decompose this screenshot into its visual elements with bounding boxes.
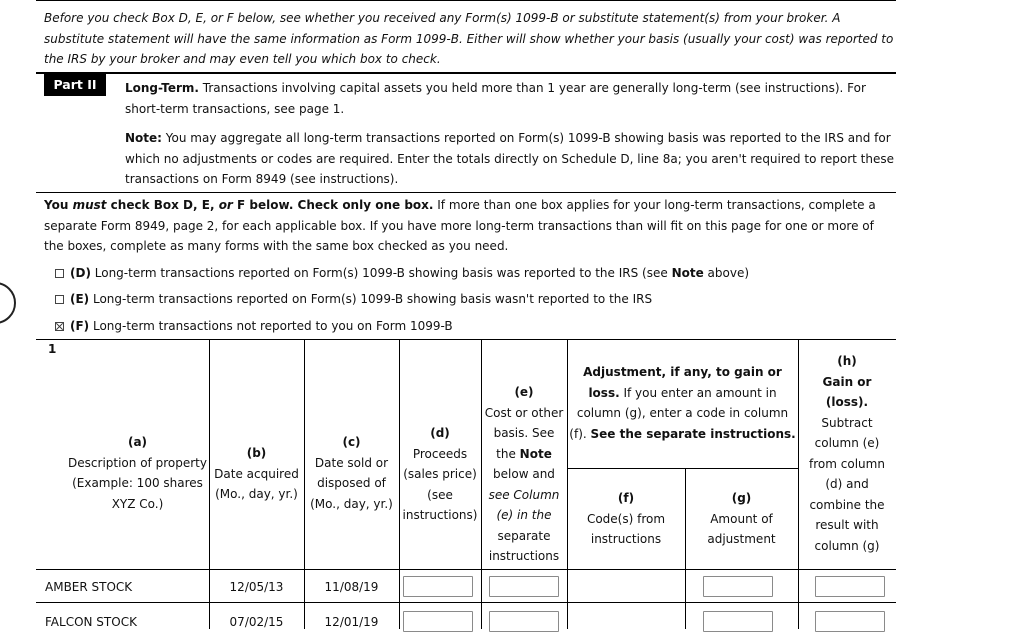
col-g-l1: Amount of xyxy=(710,511,773,526)
row-1-acquired: 12/05/13 xyxy=(229,580,284,594)
must-word: must xyxy=(72,198,107,212)
col-e-l3a: the xyxy=(496,446,520,461)
adj-l2b: If you enter an amount in xyxy=(619,385,777,400)
part-rule xyxy=(36,72,896,74)
box-f-code: (F) xyxy=(70,319,90,333)
row-2-sold: 12/01/19 xyxy=(324,615,379,629)
table-top-rule xyxy=(36,339,896,340)
note-text xyxy=(125,128,895,190)
col-b-header xyxy=(209,443,304,505)
col-e-l2: basis. See xyxy=(493,426,555,440)
col-b-l2: (Mo., day, yr.) xyxy=(215,487,298,501)
note-body: You may aggregate all long-term transactions reported on Form(s) 1099-B showing basis was reported to the IRS and for which no adjustments or codes are required. Enter the totals directly on Schedule D, line 8a; you aren't required to report these transactions on Form 8949 (see instructions). xyxy=(125,131,895,186)
box-e-text: Long-term transactions reported on Form(s) 1099-B showing basis wasn't reported to the IRS xyxy=(89,292,653,306)
col-d-l3: (see xyxy=(427,487,453,502)
row-divider xyxy=(36,602,896,603)
adjustment-subrule xyxy=(567,468,798,469)
box-e-code: (E) xyxy=(70,292,90,306)
col-f-l1: Code(s) from xyxy=(586,511,666,526)
box-d-tail: above) xyxy=(703,266,750,280)
must-rest: If more than one box applies for your long-term transactions, complete a separate Form 8949, page 2, for each applicable box. If you have more long-term transactions than will fit on this page for one or more of the boxes, complete as many forms with the same box checked as you need. xyxy=(44,198,876,253)
box-f-text: Long-term transactions not reported to you on Form 1099-B xyxy=(89,319,453,333)
must-instructions xyxy=(44,195,894,257)
col-e-header xyxy=(481,382,567,567)
col-f-header xyxy=(567,488,685,550)
row-2-acquired: 07/02/15 xyxy=(229,615,284,629)
col-h-l9: column (g) xyxy=(814,538,880,553)
col-c-l1: Date sold or xyxy=(314,455,389,470)
box-d-checkbox[interactable] xyxy=(55,269,64,278)
col-a-l1: Description of property xyxy=(68,455,207,470)
intro-text: Before you check Box D, E, or F below, see whether you received any Form(s) 1099-B or substitute statement(s) from your broker. A substitute statement will have the same information as Form 1099-B. Either will show whether your basis (usually your cost) was reported to the IRS by your broker and may even tell you which box to check. xyxy=(44,11,894,66)
col-e-l7: separate xyxy=(497,528,551,543)
col-e-note: Note xyxy=(519,446,552,461)
col-g-code: (g) xyxy=(731,491,752,505)
col-a-code: (a) xyxy=(127,435,148,449)
adj-l1: Adjustment, if any, to gain or xyxy=(583,365,782,379)
col-h-l4: column (e) xyxy=(814,436,880,450)
col-c-header xyxy=(304,432,399,514)
adj-l3: column (g), enter a code in column xyxy=(576,406,789,420)
adj-l4b: See the separate instructions. xyxy=(590,426,796,441)
col-e-l1: Cost or other xyxy=(484,405,564,420)
row-1-proceeds-input[interactable] xyxy=(403,576,473,597)
col-a-l3: XYZ Co.) xyxy=(111,496,164,511)
part-title-bold: Long-Term. xyxy=(125,81,199,95)
col-b-code: (b) xyxy=(246,446,267,460)
col-e-code: (e) xyxy=(514,385,534,399)
col-d-header xyxy=(399,423,481,526)
header-bottom-rule xyxy=(36,569,896,570)
box-e-checkbox[interactable] xyxy=(55,295,64,304)
note-label: Note: xyxy=(125,131,162,145)
col-e-l4: below and xyxy=(493,467,555,481)
part-label: Part II xyxy=(44,74,106,96)
col-b-l1: Date acquired xyxy=(214,466,299,481)
col-h-code: (h) xyxy=(837,354,857,368)
col-c-code: (c) xyxy=(342,435,361,449)
part-title-text: Transactions involving capital assets you held more than 1 year are generally long-term (see instructions). For short-term transactions, see page 1. xyxy=(125,81,866,116)
box-d-code: (D) xyxy=(70,266,91,280)
col-h-l3: Subtract xyxy=(821,415,873,430)
box-d-text: Long-term transactions reported on Form(s) 1099-B showing basis was reported to the IRS (see xyxy=(90,266,672,280)
col-e-l5: see Column xyxy=(488,487,560,502)
col-f-code: (f) xyxy=(617,491,635,505)
top-rule xyxy=(36,0,896,1)
col-c-l3: (Mo., day, yr.) xyxy=(310,496,393,511)
must-end: F below. Check only one box. xyxy=(232,198,434,212)
col-g-header xyxy=(685,488,798,550)
col-d-l2: (sales price) xyxy=(403,467,477,481)
col-g-l2: adjustment xyxy=(707,532,776,546)
box-f-checkbox[interactable] xyxy=(55,322,64,331)
must-or: or xyxy=(218,198,233,212)
col-h-l1: Gain or xyxy=(822,374,872,389)
col-h-l7: combine the xyxy=(809,497,885,512)
row-1-adjustment-input[interactable] xyxy=(703,576,773,597)
box-e-row[interactable] xyxy=(55,289,652,309)
col-e-l8: instructions xyxy=(488,549,560,563)
col-c-l2: disposed of xyxy=(317,476,386,490)
row-1-gain-input[interactable] xyxy=(815,576,885,597)
col-h-l6: (d) and xyxy=(825,477,869,491)
row-1-cost-input[interactable] xyxy=(489,576,559,597)
box-d-note: Note xyxy=(671,266,704,280)
must-rule xyxy=(36,192,896,193)
col-a-header xyxy=(56,432,219,514)
line-number: 1 xyxy=(48,342,57,356)
box-f-row[interactable] xyxy=(55,316,453,336)
col-h-l2: (loss). xyxy=(825,395,869,409)
box-d-row[interactable] xyxy=(55,263,749,283)
col-d-code: (d) xyxy=(430,426,450,440)
col-h-header xyxy=(798,351,896,556)
adj-l2a: loss. xyxy=(588,385,620,400)
page-edge-marker xyxy=(0,282,16,324)
must-middle: check Box D, E, xyxy=(106,198,219,212)
col-a-l2: (Example: 100 shares xyxy=(72,476,203,490)
adjustment-header xyxy=(567,362,798,444)
row-2-description: FALCON STOCK xyxy=(45,615,137,629)
col-h-l8: result with xyxy=(815,518,879,532)
col-e-l6: (e) in the xyxy=(496,508,552,522)
row-1-sold: 11/08/19 xyxy=(324,580,379,594)
row-1-description: AMBER STOCK xyxy=(45,580,133,594)
col-h-l5: from column xyxy=(809,456,885,471)
must-prefix: You xyxy=(44,198,73,212)
col-d-l1: Proceeds xyxy=(412,446,468,461)
col-f-l2: instructions xyxy=(590,532,662,546)
adj-l4a: (f). xyxy=(569,426,591,441)
col-d-l4: instructions) xyxy=(402,508,478,522)
part-title xyxy=(125,78,895,119)
